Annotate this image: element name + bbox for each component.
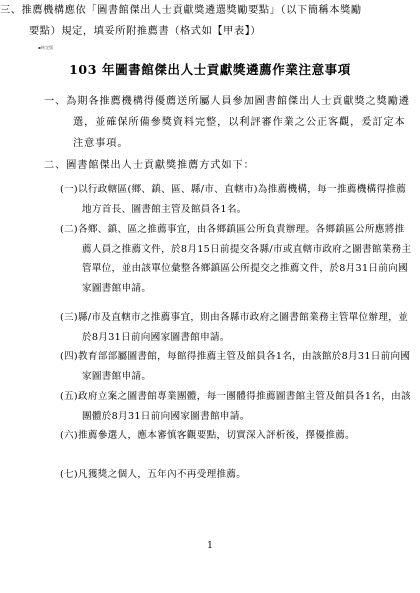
list-item: (一)以行政轄區(鄉、鎮、區、縣/市、直轄市)為推薦機構，每一推薦機構得推薦地方首長、圖書館主管及館員各1名。 bbox=[60, 184, 407, 215]
list-item: (二)各鄉、鎮、區之推薦事宜，由各鄉鎮區公所負責辦理。各鄉鎮區公所應將推薦人員之推薦文件，於8月15日前提交各縣/市或直轄市政府之圖書館業務主管單位，並由該單位彙整各鄉鎮區公所提交之推薦文件，於8月31日前向國家圖書館申請。 bbox=[60, 224, 412, 294]
section-three: 三、推薦機構應依「圖書館傑出人士貢獻獎遴選獎勵要點」（以下簡稱本獎勵要點）規定，填妥所附推薦書（格式如【甲表】） bbox=[0, 5, 362, 37]
document-title: 103 年圖書館傑出人士貢獻獎遴薦作業注意事項 bbox=[69, 62, 351, 77]
page-number: 1 bbox=[207, 541, 213, 551]
list-item: (六)推薦參選人，應本審慎客觀要點，切實深入評析後，擇優推薦。 bbox=[60, 430, 356, 441]
corner-mark: ▪核定版 bbox=[38, 45, 54, 50]
list-item: (七)凡獲獎之個人，五年內不再受理推薦。 bbox=[60, 469, 247, 480]
list-item: (五)政府立案之圖書館專業團體，每一團體得推薦圖書館主管及館員各1名，由該團體於8月31日前向國家圖書館申請。 bbox=[60, 391, 411, 422]
list-item: (三)縣/市及直轄市之推薦事宜，則由各縣市政府之圖書館業務主管單位辦理，並於8月31日前向國家圖書館申請。 bbox=[60, 312, 409, 343]
section-two-heading: 二、圖書館傑出人士貢獻獎推薦方式如下： bbox=[44, 160, 255, 171]
list-item: (四)教育部部屬圖書館，每館得推薦主管及館員各1名，由該館於8月31日前向國家圖書館申請。 bbox=[60, 351, 411, 382]
section-one: 一、為期各推薦機構得優薦送所屬人員參加圖書館傑出人士貢獻獎之獎勵遴選，並確保所備參獎資料完整，以利評審作業之公正客觀，爰訂定本注意事項。 bbox=[44, 96, 410, 149]
